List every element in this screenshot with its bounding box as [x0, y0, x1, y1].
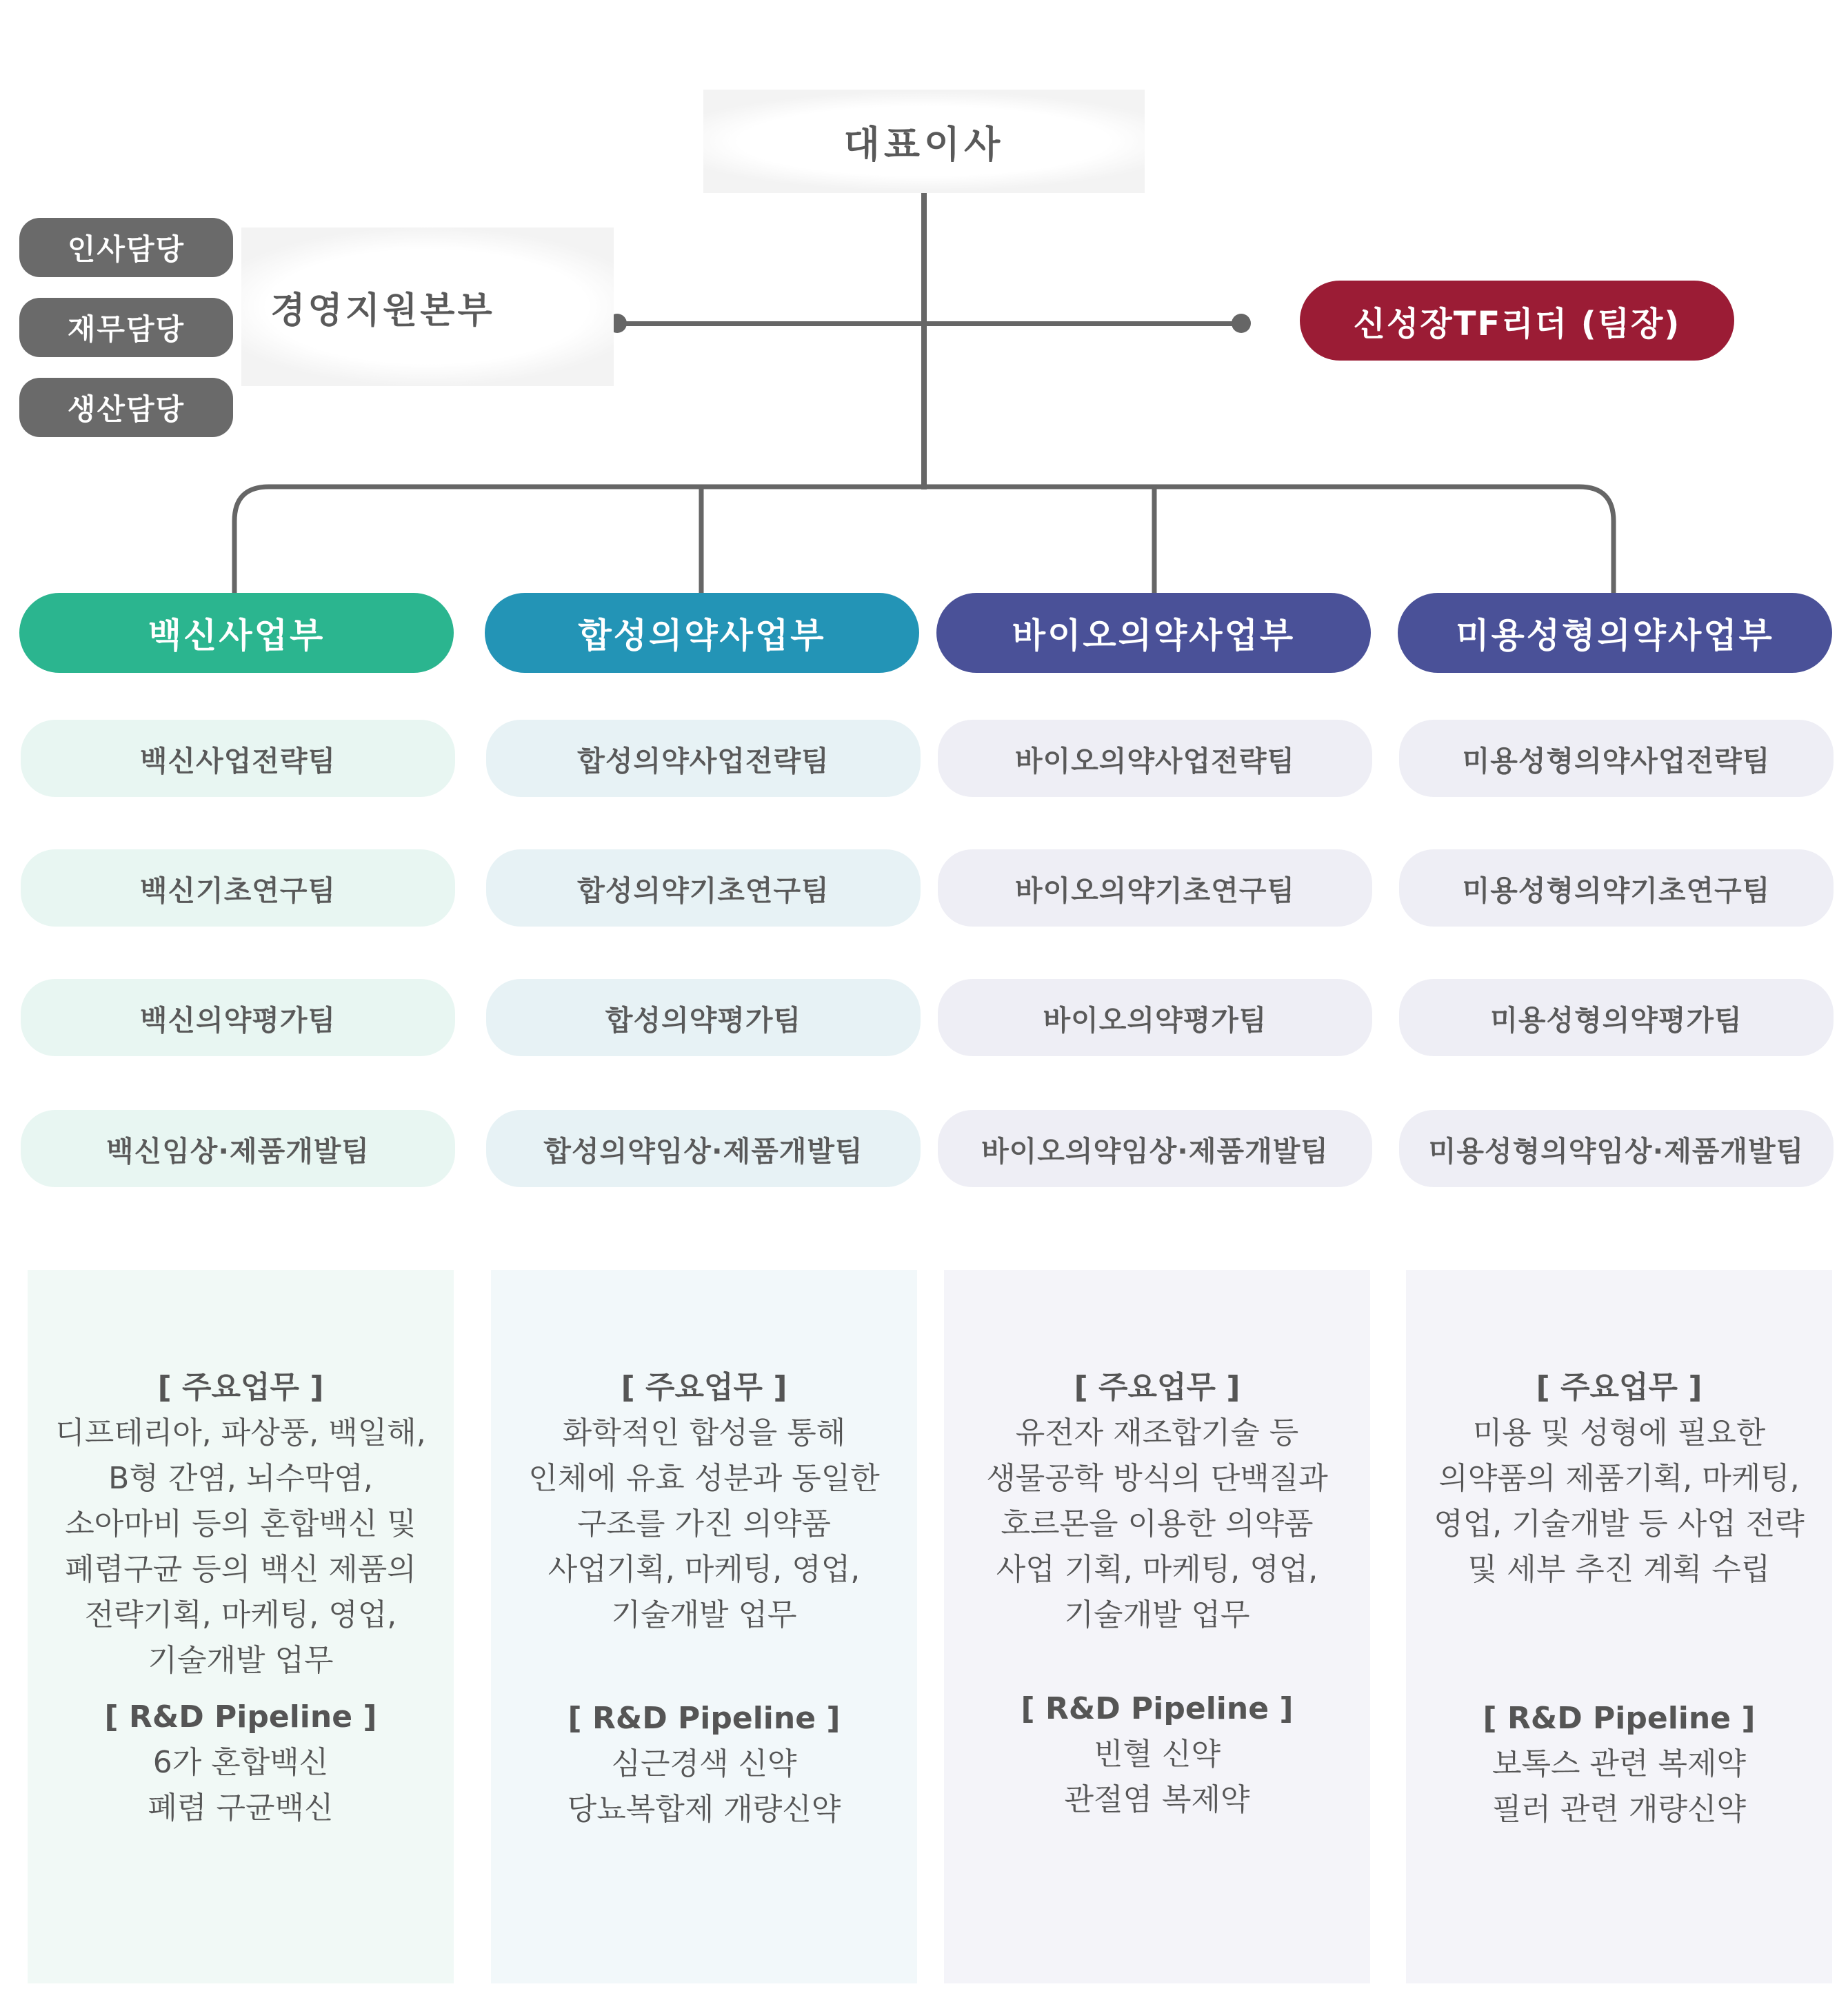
- duty-line: 사업기획, 마케팅, 영업,: [548, 1552, 861, 1587]
- duties-header: [ 주요업무 ]: [1536, 1370, 1703, 1405]
- duty-line: 폐렴구균 등의 백신 제품의: [65, 1552, 416, 1587]
- pipeline-item: 6가 혼합백신: [152, 1745, 329, 1780]
- team-aesthetic-evaluation: 미용성형의약평가팀: [1399, 979, 1834, 1056]
- duty-line: 영업, 기술개발 등 사업 전략: [1434, 1506, 1805, 1542]
- duties-header: [ 주요업무 ]: [621, 1370, 787, 1405]
- staff-hr: 인사담당: [19, 218, 233, 277]
- panel-vaccine-duties: [28, 1270, 454, 1983]
- duty-line: 인체에 유효 성분과 동일한: [528, 1461, 880, 1496]
- duty-line: 유전자 재조합기술 등: [1015, 1415, 1299, 1451]
- duty-line: 기술개발 업무: [611, 1597, 797, 1633]
- ceo-box: 대표이사: [703, 90, 1145, 193]
- duty-line: 디프테리아, 파상풍, 백일해,: [55, 1415, 426, 1451]
- duty-line: 사업 기획, 마케팅, 영업,: [996, 1552, 1318, 1587]
- duty-line: 구조를 가진 의약품: [576, 1506, 831, 1542]
- duties-header: [ 주요업무 ]: [1074, 1370, 1241, 1405]
- duty-line: 기술개발 업무: [148, 1643, 334, 1678]
- pipeline-header: [ R&D Pipeline ]: [568, 1701, 841, 1736]
- tf-leader-badge: 신성장TF리더 (팀장): [1300, 281, 1734, 361]
- duty-line: 미용 및 성형에 필요한: [1472, 1415, 1766, 1451]
- team-bio-research: 바이오의약기초연구팀: [938, 849, 1372, 927]
- duty-line: B형 간염, 뇌수막염,: [108, 1461, 373, 1496]
- pipeline-item: 당뇨복합제 개량신약: [567, 1792, 841, 1827]
- duty-line: 화학적인 합성을 통해: [562, 1415, 846, 1451]
- team-bio-clinical: 바이오의약임상·제품개발팀: [938, 1110, 1372, 1187]
- team-aesthetic-strategy: 미용성형의약사업전략팀: [1399, 720, 1834, 797]
- staff-finance: 재무담당: [19, 298, 233, 357]
- pipeline-item: 필러 관련 개량신약: [1492, 1792, 1746, 1827]
- team-aesthetic-research: 미용성형의약기초연구팀: [1399, 849, 1834, 927]
- team-bio-strategy: 바이오의약사업전략팀: [938, 720, 1372, 797]
- pipeline-item: 폐렴 구균백신: [148, 1790, 334, 1826]
- division-synthetic: 합성의약사업부: [485, 593, 919, 673]
- pipeline-item: 보톡스 관련 복제약: [1492, 1746, 1746, 1781]
- pipeline-header: [ R&D Pipeline ]: [1021, 1691, 1294, 1726]
- panel-bio-duties: [944, 1270, 1370, 1983]
- duty-line: 생물공학 방식의 단백질과: [986, 1461, 1328, 1496]
- duty-line: 의약품의 제품기획, 마케팅,: [1438, 1461, 1800, 1496]
- duty-line: 소아마비 등의 혼합백신 및: [65, 1506, 416, 1542]
- staff-production: 생산담당: [19, 378, 233, 437]
- duties-header: [ 주요업무 ]: [157, 1370, 324, 1405]
- management-division: 경영지원본부: [241, 228, 614, 386]
- team-synthetic-research: 합성의약기초연구팀: [486, 849, 921, 927]
- team-vaccine-clinical: 백신임상·제품개발팀: [21, 1110, 455, 1187]
- team-synthetic-clinical: 합성의약임상·제품개발팀: [486, 1110, 921, 1187]
- division-bio: 바이오의약사업부: [936, 593, 1371, 673]
- pipeline-header: [ R&D Pipeline ]: [1483, 1701, 1756, 1736]
- pipeline-item: 빈혈 신약: [1093, 1737, 1221, 1772]
- team-synthetic-evaluation: 합성의약평가팀: [486, 979, 921, 1056]
- team-aesthetic-clinical: 미용성형의약임상·제품개발팀: [1399, 1110, 1834, 1187]
- team-vaccine-evaluation: 백신의약평가팀: [21, 979, 455, 1056]
- team-bio-evaluation: 바이오의약평가팀: [938, 979, 1372, 1056]
- duty-line: 호르몬을 이용한 의약품: [1001, 1506, 1314, 1542]
- division-vaccine: 백신사업부: [19, 593, 454, 673]
- duty-line: 기술개발 업무: [1064, 1597, 1250, 1633]
- team-vaccine-strategy: 백신사업전략팀: [21, 720, 455, 797]
- panel-aesthetic-duties: [1406, 1270, 1832, 1983]
- pipeline-header: [ R&D Pipeline ]: [104, 1699, 377, 1735]
- panel-synthetic-duties: [491, 1270, 917, 1983]
- duty-line: 및 세부 추진 계획 수립: [1467, 1552, 1771, 1587]
- team-synthetic-strategy: 합성의약사업전략팀: [486, 720, 921, 797]
- duty-line: 전략기획, 마케팅, 영업,: [84, 1597, 397, 1633]
- team-vaccine-research: 백신기초연구팀: [21, 849, 455, 927]
- pipeline-item: 심근경색 신약: [611, 1746, 797, 1781]
- division-aesthetic: 미용성형의약사업부: [1398, 593, 1832, 673]
- pipeline-item: 관절염 복제약: [1064, 1782, 1250, 1817]
